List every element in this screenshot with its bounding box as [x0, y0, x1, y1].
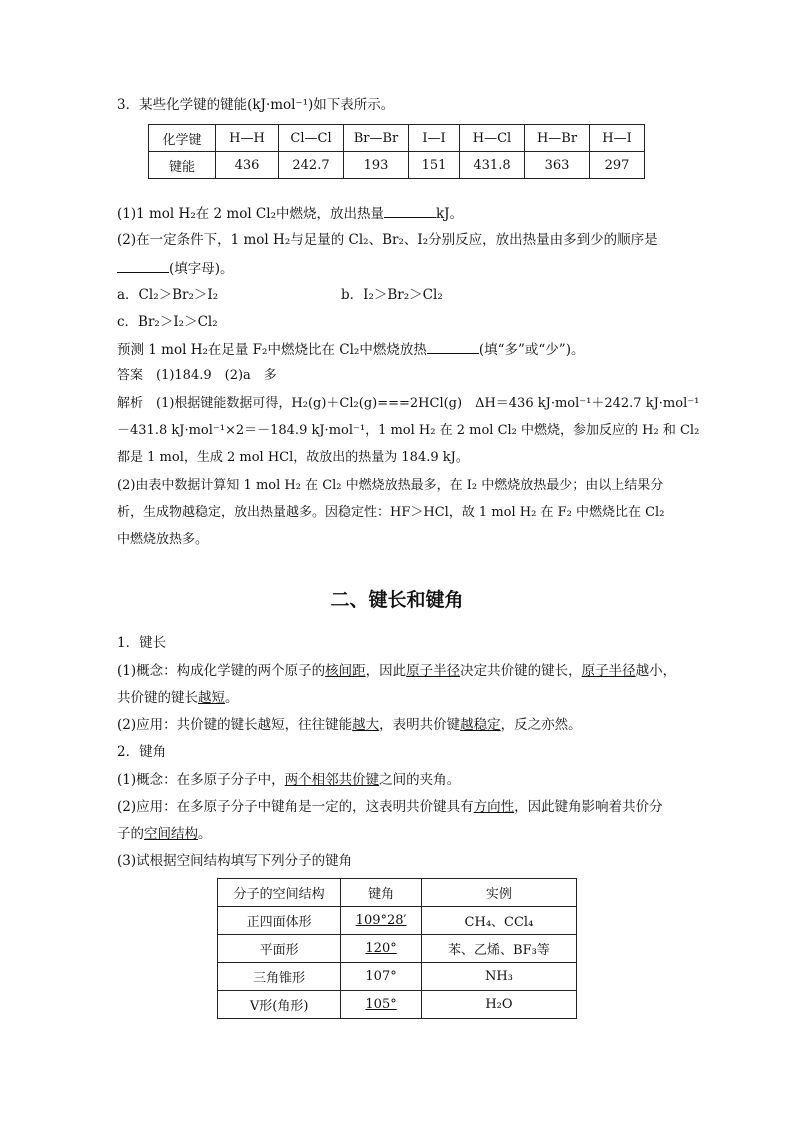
table-row [149, 152, 645, 179]
table-header: 分子的空间结构 [218, 879, 341, 907]
table-row [218, 935, 577, 963]
table-cell: 正四面体形 [218, 907, 341, 935]
table-cell: Br—Br [344, 125, 409, 152]
answer-blank [384, 203, 436, 218]
table-cell: H—I [590, 125, 645, 152]
table-cell: 105° [341, 991, 422, 1019]
table-cell: 242.7 [279, 152, 344, 179]
table-cell: 193 [344, 152, 409, 179]
bond-angle-application: (2)应用：在多原子分子中键角是一定的，这表明共价键具有方向性，因此键角影响着共价分 [117, 799, 663, 815]
bond-angle-table [217, 878, 577, 1019]
bond-angle-concept: (1)概念：在多原子分子中，两个相邻共价键之间的夹角。 [117, 772, 461, 788]
heading-bond-angle: 2．键角 [117, 744, 167, 760]
table-cell: V形(角形) [218, 991, 341, 1019]
table-cell: 107° [341, 963, 422, 991]
table-cell: H—Br [525, 125, 590, 152]
sub-question-2-cont: (填字母)。 [117, 258, 234, 279]
option-a: a．Cl₂＞Br₂＞I₂ [117, 287, 219, 303]
answer-blank [117, 258, 169, 273]
table-header: 实例 [421, 879, 576, 907]
table-cell: 436 [216, 152, 279, 179]
table-cell: 297 [590, 152, 645, 179]
answer-line: 答案 (1)184.9 (2)a 多 [117, 368, 277, 383]
question-3-header: 3．某些化学键的键能(kJ·mol⁻¹)如下表所示。 [117, 97, 395, 113]
table-cell: 三角锥形 [218, 963, 341, 991]
table-cell: 363 [525, 152, 590, 179]
table-cell: Cl—Cl [279, 125, 344, 152]
table-cell: 化学键 [149, 125, 216, 152]
table-row [218, 963, 577, 991]
table-cell: NH₃ [421, 963, 576, 991]
bond-angle-application-cont: 子的空间结构。 [117, 826, 212, 842]
table-cell: CH₄、CCl₄ [421, 907, 576, 935]
option-b: b．I₂＞Br₂＞Cl₂ [341, 287, 443, 303]
table-cell: 苯、乙烯、BF₃等 [421, 935, 576, 963]
table-cell: H₂O [421, 991, 576, 1019]
heading-bond-length: 1．键长 [117, 635, 167, 651]
bond-energy-table [148, 124, 645, 179]
table-cell: 431.8 [460, 152, 525, 179]
bond-length-application: (2)应用：共价键的键长越短，往往键能越大，表明共价键越稳定，反之亦然。 [117, 717, 582, 733]
table-row [218, 991, 577, 1019]
table-cell: 120° [341, 935, 422, 963]
explanation-line: －431.8 kJ·mol⁻¹×2＝－184.9 kJ·mol⁻¹，1 mol H₂ 在 2 mol Cl₂ 中燃烧，参加反应的 H₂ 和 Cl₂ [117, 423, 700, 438]
table-cell: H—H [216, 125, 279, 152]
table-row [218, 907, 577, 935]
explanation-line: 解析 (1)根据键能数据可得，H₂(g)＋Cl₂(g)===2HCl(g) ΔH＝436 kJ·mol⁻¹＋242.7 kJ·mol⁻¹ [117, 396, 700, 411]
explanation-line: (2)由表中数据计算知 1 mol H₂ 在 Cl₂ 中燃烧放热最多，在 I₂ 中燃烧放热最少；由以上结果分 [117, 478, 664, 493]
table-row [149, 125, 645, 152]
sub-question-2: (2)在一定条件下，1 mol H₂与足量的 Cl₂、Br₂、I₂分别反应，放出热量由多到少的顺序是 [117, 232, 658, 248]
table-cell: 平面形 [218, 935, 341, 963]
table-cell: 键能 [149, 152, 216, 179]
explanation-line: 都是 1 mol，生成 2 mol HCl，故放出的热量为 184.9 kJ。 [117, 450, 469, 465]
section-title: 二、键长和键角 [330, 589, 464, 611]
option-c: c．Br₂＞I₂＞Cl₂ [117, 314, 218, 330]
sub-question-1: (1)1 mol H₂在 2 mol Cl₂中燃烧，放出热量 kJ。 [117, 203, 463, 224]
answer-blank [427, 339, 479, 354]
table-cell: 109°28′ [341, 907, 422, 935]
explanation-line: 中燃烧放热多。 [117, 532, 209, 547]
table-cell: I—I [409, 125, 460, 152]
table-cell: 151 [409, 152, 460, 179]
bond-angle-instruction: (3)试根据空间结构填写下列分子的键角 [117, 853, 353, 869]
sub-question-3: 预测 1 mol H₂在足量 F₂中燃烧比在 Cl₂中燃烧放热 (填“多”或“少”)。 [117, 339, 584, 360]
bond-length-concept: (1)概念：构成化学键的两个原子的核间距，因此原子半径决定共价键的键长，原子半径越小， [117, 663, 677, 679]
explanation-line: 析，生成物越稳定，放出热量越多。因稳定性：HF＞HCl，故 1 mol H₂ 在 F₂ 中燃烧比在 Cl₂ [117, 505, 665, 520]
bond-length-concept-cont: 共价键的键长越短。 [117, 690, 239, 706]
table-row [218, 879, 577, 907]
table-header: 键角 [341, 879, 422, 907]
table-cell: H—Cl [460, 125, 525, 152]
